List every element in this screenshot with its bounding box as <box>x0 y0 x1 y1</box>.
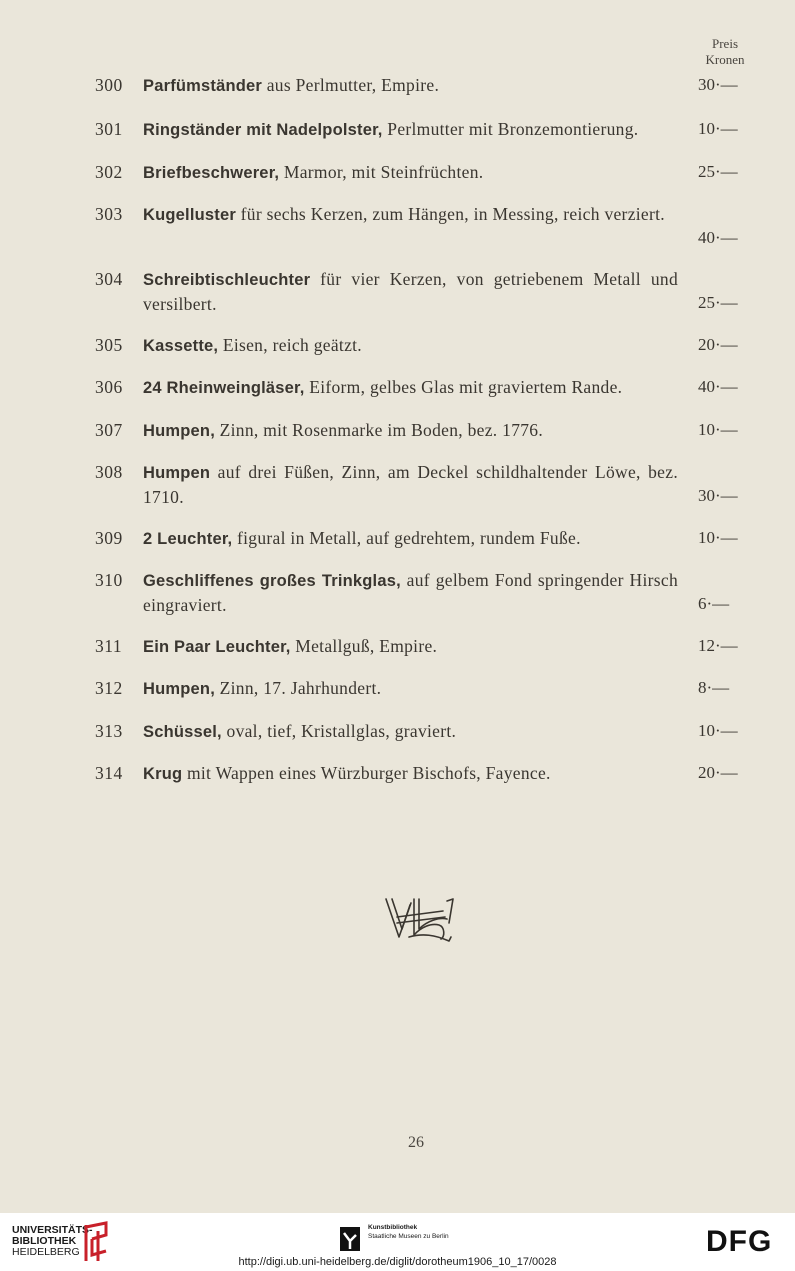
entry-price: 25·— <box>698 162 738 181</box>
entry-number: 312 <box>95 678 123 698</box>
entry-price: 25·— <box>698 293 738 312</box>
entry-description <box>143 375 678 400</box>
kunstbibliothek-label <box>368 1223 449 1241</box>
entry-number: 307 <box>95 420 123 440</box>
entry-description <box>143 526 678 551</box>
entry-description <box>143 719 678 744</box>
entry-description <box>143 73 678 98</box>
entry-text: für sechs Kerzen, zum Hängen, in Messing, reich verziert. <box>235 204 665 224</box>
entry-title: Kugelluster <box>143 206 236 224</box>
dfg-logo: DFG <box>706 1225 773 1258</box>
entry-title: Humpen, <box>143 680 215 698</box>
entry-description <box>143 676 678 701</box>
entry-text: auf gelbem Fond springender Hirsch eingraviert. <box>143 570 678 615</box>
entry-text: Zinn, mit Rosenmarke im Boden, bez. 1776. <box>214 420 544 440</box>
entry-text: Marmor, mit Steinfrüchten. <box>279 162 484 182</box>
entry-price: 10·— <box>698 119 738 138</box>
entry-number: 313 <box>95 721 123 741</box>
kb-line-1: Kunstbibliothek <box>368 1224 418 1231</box>
entry-title: Schüssel, <box>143 723 222 741</box>
entry-number: 309 <box>95 528 123 548</box>
entry-price: 10·— <box>698 528 738 547</box>
entry-number: 311 <box>95 636 123 656</box>
ub-line-3: HEIDELBERG <box>12 1246 80 1258</box>
entry-text: aus Perlmutter, Empire. <box>262 75 440 95</box>
entry-text: auf drei Füßen, Zinn, am Deckel schildhaltender Löwe, bez. 1710. <box>143 462 678 507</box>
entry-text: Eiform, gelbes Glas mit graviertem Rande. <box>304 377 623 397</box>
entry-price: 10·— <box>698 721 738 740</box>
entry-price: 6·— <box>698 594 730 613</box>
entry-title: Ringständer mit Nadelpolster, <box>143 121 383 139</box>
entry-text: figural in Metall, auf gedrehtem, rundem Fuße. <box>232 528 581 548</box>
entry-text: mit Wappen eines Würzburger Bischofs, Fayence. <box>182 763 551 783</box>
entry-description <box>143 160 678 185</box>
entry-description <box>143 267 678 316</box>
ub-line-2: BIBLIOTHEK <box>12 1235 77 1247</box>
entry-title: 24 Rheinweingläser, <box>143 379 305 397</box>
entry-price: 30·— <box>698 75 738 94</box>
entry-number: 300 <box>95 75 123 95</box>
entry-price: 20·— <box>698 763 738 782</box>
entry-description <box>143 634 678 659</box>
entry-text: Perlmutter mit Bronzemontierung. <box>382 119 639 139</box>
source-url[interactable]: http://digi.ub.uni-heidelberg.de/diglit/dorotheum1906_10_17/0028 <box>238 1256 557 1268</box>
price-column-header <box>702 36 748 68</box>
ub-line-1: UNIVERSITÄTS- <box>12 1224 93 1236</box>
digitization-footer <box>0 1213 795 1271</box>
entry-description <box>143 117 678 142</box>
entry-price: 40·— <box>698 228 738 247</box>
entry-text: Eisen, reich geätzt. <box>218 335 362 355</box>
entry-title: Geschliffenes großes Trinkglas, <box>143 572 401 590</box>
entry-title: Humpen <box>143 464 211 482</box>
entry-description <box>143 568 678 617</box>
entry-number: 306 <box>95 377 123 397</box>
entry-number: 304 <box>95 269 123 289</box>
entry-title: 2 Leuchter, <box>143 530 233 548</box>
entry-description <box>143 761 678 786</box>
entry-number: 308 <box>95 462 123 482</box>
entry-description <box>143 418 678 443</box>
entry-text: für vier Kerzen, von getriebenem Metall und versilbert. <box>143 269 678 314</box>
entry-price: 20·— <box>698 335 738 354</box>
entry-text: Metallguß, Empire. <box>290 636 438 656</box>
kunstbibliothek-logo-icon <box>340 1227 360 1251</box>
entry-number: 310 <box>95 570 123 590</box>
entry-text: oval, tief, Kristallglas, graviert. <box>221 721 457 741</box>
entry-number: 305 <box>95 335 123 355</box>
entry-title: Krug <box>143 765 183 783</box>
entry-description <box>143 460 678 509</box>
price-header-preis: Preis <box>712 36 738 51</box>
entry-price: 8·— <box>698 678 730 697</box>
entry-title: Humpen, <box>143 422 215 440</box>
entry-title: Briefbeschwerer, <box>143 164 280 182</box>
entry-number: 302 <box>95 162 123 182</box>
entry-title: Schreibtischleuchter <box>143 271 311 289</box>
entry-price: 40·— <box>698 377 738 396</box>
kb-line-2: Staatliche Museen zu Berlin <box>368 1233 449 1240</box>
entry-title: Kassette, <box>143 337 219 355</box>
entry-number: 314 <box>95 763 123 783</box>
entry-price: 30·— <box>698 486 738 505</box>
entry-text: Zinn, 17. Jahrhundert. <box>214 678 382 698</box>
entry-number: 303 <box>95 204 123 224</box>
entry-title: Parfümständer <box>143 77 263 95</box>
entry-title: Ein Paar Leuchter, <box>143 638 291 656</box>
page-number: 26 <box>408 1134 424 1151</box>
price-header-kronen: Kronen <box>705 52 745 67</box>
entry-description <box>143 333 678 358</box>
entry-number: 301 <box>95 119 123 139</box>
entry-price: 10·— <box>698 420 738 439</box>
entry-price: 12·— <box>698 636 738 655</box>
printer-ornament-icon <box>383 893 455 945</box>
entry-description <box>143 202 678 227</box>
